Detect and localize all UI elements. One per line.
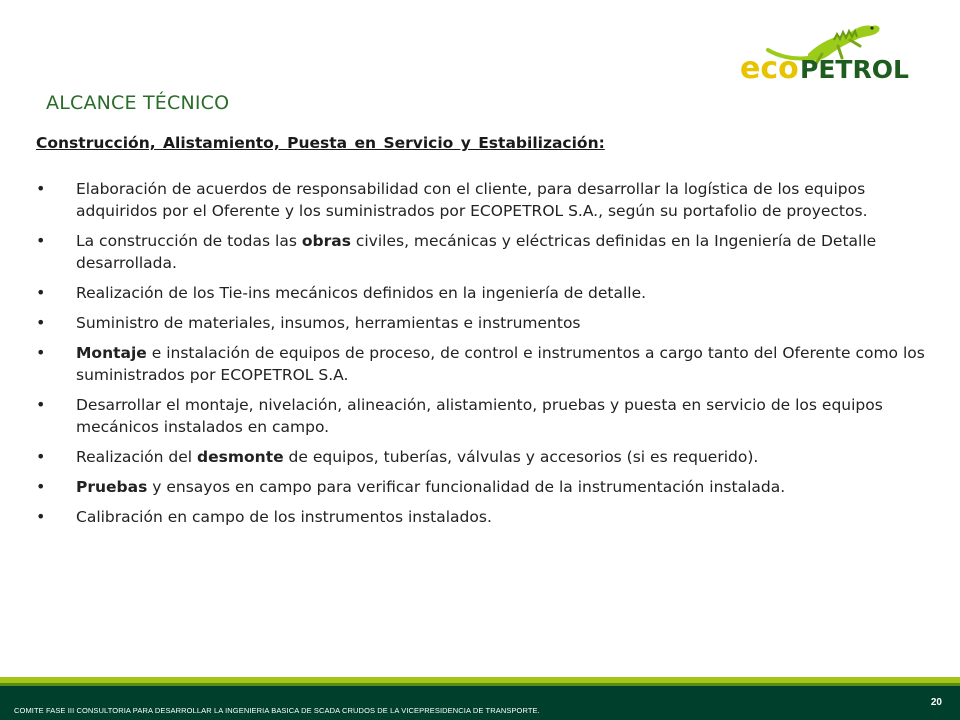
iguana-icon [738, 14, 934, 84]
footer-text: COMITE FASE III CONSULTORIA PARA DESARROLLAR LA INGENIERIA BASICA DE SCADA CRUDOS DE LA VICEPRESIDENCIA DE TRANSPORTE. [14, 706, 540, 715]
slide-title: ALCANCE TÉCNICO [46, 92, 230, 114]
bullet-item: • La construcción de todas las obras civiles, mecánicas y eléctricas definidas en la Ingeniería de Detalle desarrollada. [36, 230, 936, 274]
bullet-item: • Desarrollar el montaje, nivelación, alineación, alistamiento, pruebas y puesta en servicio de los equipos mecánicos instalados en campo. [36, 394, 936, 438]
ecopetrol-logo [738, 14, 934, 84]
bullet-item: • Elaboración de acuerdos de responsabilidad con el cliente, para desarrollar la logística de los equipos adquiridos por el Oferente y los suministrados por ECOPETROL S.A., según su portafolio de proyectos. [36, 178, 936, 222]
footer-bar [0, 686, 960, 720]
bullet-item: • Realización de los Tie-ins mecánicos definidos en la ingeniería de detalle. [36, 282, 936, 304]
page-number: 20 [930, 697, 942, 708]
bullet-item: • Suministro de materiales, insumos, herramientas e instrumentos [36, 312, 936, 334]
bullet-item: • Calibración en campo de los instrumentos instalados. [36, 506, 936, 528]
bullet-item: • Montaje e instalación de equipos de proceso, de control e instrumentos a cargo tanto del Oferente como los suministrados por ECOPETROL S.A. [36, 342, 936, 386]
bullet-list [36, 178, 936, 536]
slide-subtitle: Construcción, Alistamiento, Puesta en Servicio y Estabilización: [36, 134, 605, 152]
bullet-item: • Realización del desmonte de equipos, tuberías, válvulas y accesorios (si es requerido). [36, 446, 936, 468]
bullet-item: • Pruebas y ensayos en campo para verificar funcionalidad de la instrumentación instalada. [36, 476, 936, 498]
logo-suffix-text: PETROL [800, 55, 909, 84]
logo-prefix-text: eco [740, 51, 799, 84]
